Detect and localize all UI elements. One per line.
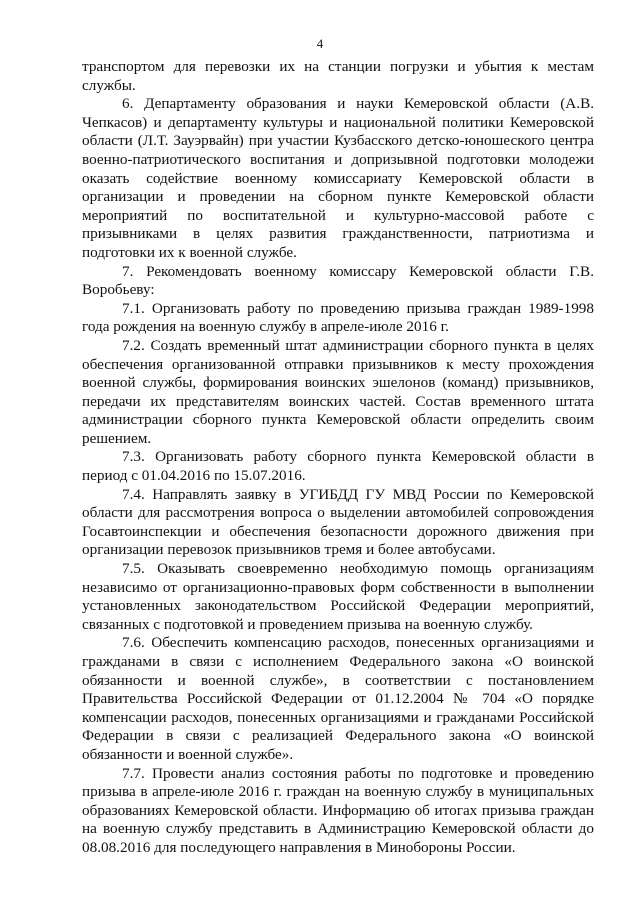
paragraph-item-7-1: 7.1. Организовать работу по проведению призыва граждан 1989-1998 года рождения на военную службу в апреле-июле 2016 г. xyxy=(82,299,594,336)
paragraph-item-7-4: 7.4. Направлять заявку в УГИБДД ГУ МВД России по Кемеровской области для рассмотрения вопроса о выделении автомобилей сопровождения Госавтоинспекции и обеспечения безопасности дорожного движения при организации перевозок призывников тремя и более автобусами. xyxy=(82,485,594,559)
paragraph-item-7-7: 7.7. Провести анализ состояния работы по подготовке и проведению призыва в апреле-июле 2016 г. граждан на военную службу в муниципальных образованиях Кемеровской области. Информацию об итогах призыва граждан на военную службу представить в Администрацию Кемеровской области до 08.08.2016 для последующего направления в Минобороны России. xyxy=(82,764,594,856)
paragraph-item-7-2: 7.2. Создать временный штат администрации сборного пункта в целях обеспечения организованной отправки призывников к месту прохождения военной службы, формирования воинских эшелонов (команд) призывников, передачи их представителям воинских частей. Состав временного штата администрации сборного пункта Кемеровской области определить своим решением. xyxy=(82,336,594,447)
paragraph-item-7-6: 7.6. Обеспечить компенсацию расходов, понесенных организациями и гражданами в связи с исполнением Федерального закона «О воинской обязанности и военной службе», в соответствии с постановлением Правительства Российской Федерации от 01.12.2004 № 704 «О порядке компенсации расходов, понесенных организациями и гражданами Российской Федерации в связи с реализацией Федерального закона «О воинской обязанности и военной службе». xyxy=(82,634,594,763)
document-body xyxy=(82,58,594,858)
paragraph-item-7-5: 7.5. Оказывать своевременно необходимую помощь организациям независимо от организационно-правовых форм собственности в выполнении установленных законодательством Российской Федерации мероприятий, связанных с подготовкой и проведением призыва на военную службу. xyxy=(82,560,594,633)
paragraph-item-7: 7. Рекомендовать военному комиссару Кемеровской области Г.В. Воробьеву: xyxy=(82,262,594,299)
paragraph-continuation: транспортом для перевозки их на станции погрузки и убытия к местам службы. xyxy=(82,58,594,94)
page-number: 4 xyxy=(316,36,324,51)
paragraph-item-6: 6. Департаменту образования и науки Кемеровской области (А.В. Чепкасов) и департаменту культуры и национальной политики Кемеровской области (Л.Т. Зауэрвайн) при участии Кузбасского детско-юношеского центра военно-патриотического воспитания и допризывной подготовки молодежи оказать содействие военному комиссариату Кемеровской области в организации и проведении на сборном пункте Кемеровской области мероприятий по воспитательной и культурно-массовой работе с призывниками в целях развития гражданственности, патриотизма и подготовки их к военной службе. xyxy=(82,95,594,261)
paragraph-item-7-3: 7.3. Организовать работу сборного пункта Кемеровской области в период с 01.04.2016 по 15.07.2016. xyxy=(82,448,594,485)
